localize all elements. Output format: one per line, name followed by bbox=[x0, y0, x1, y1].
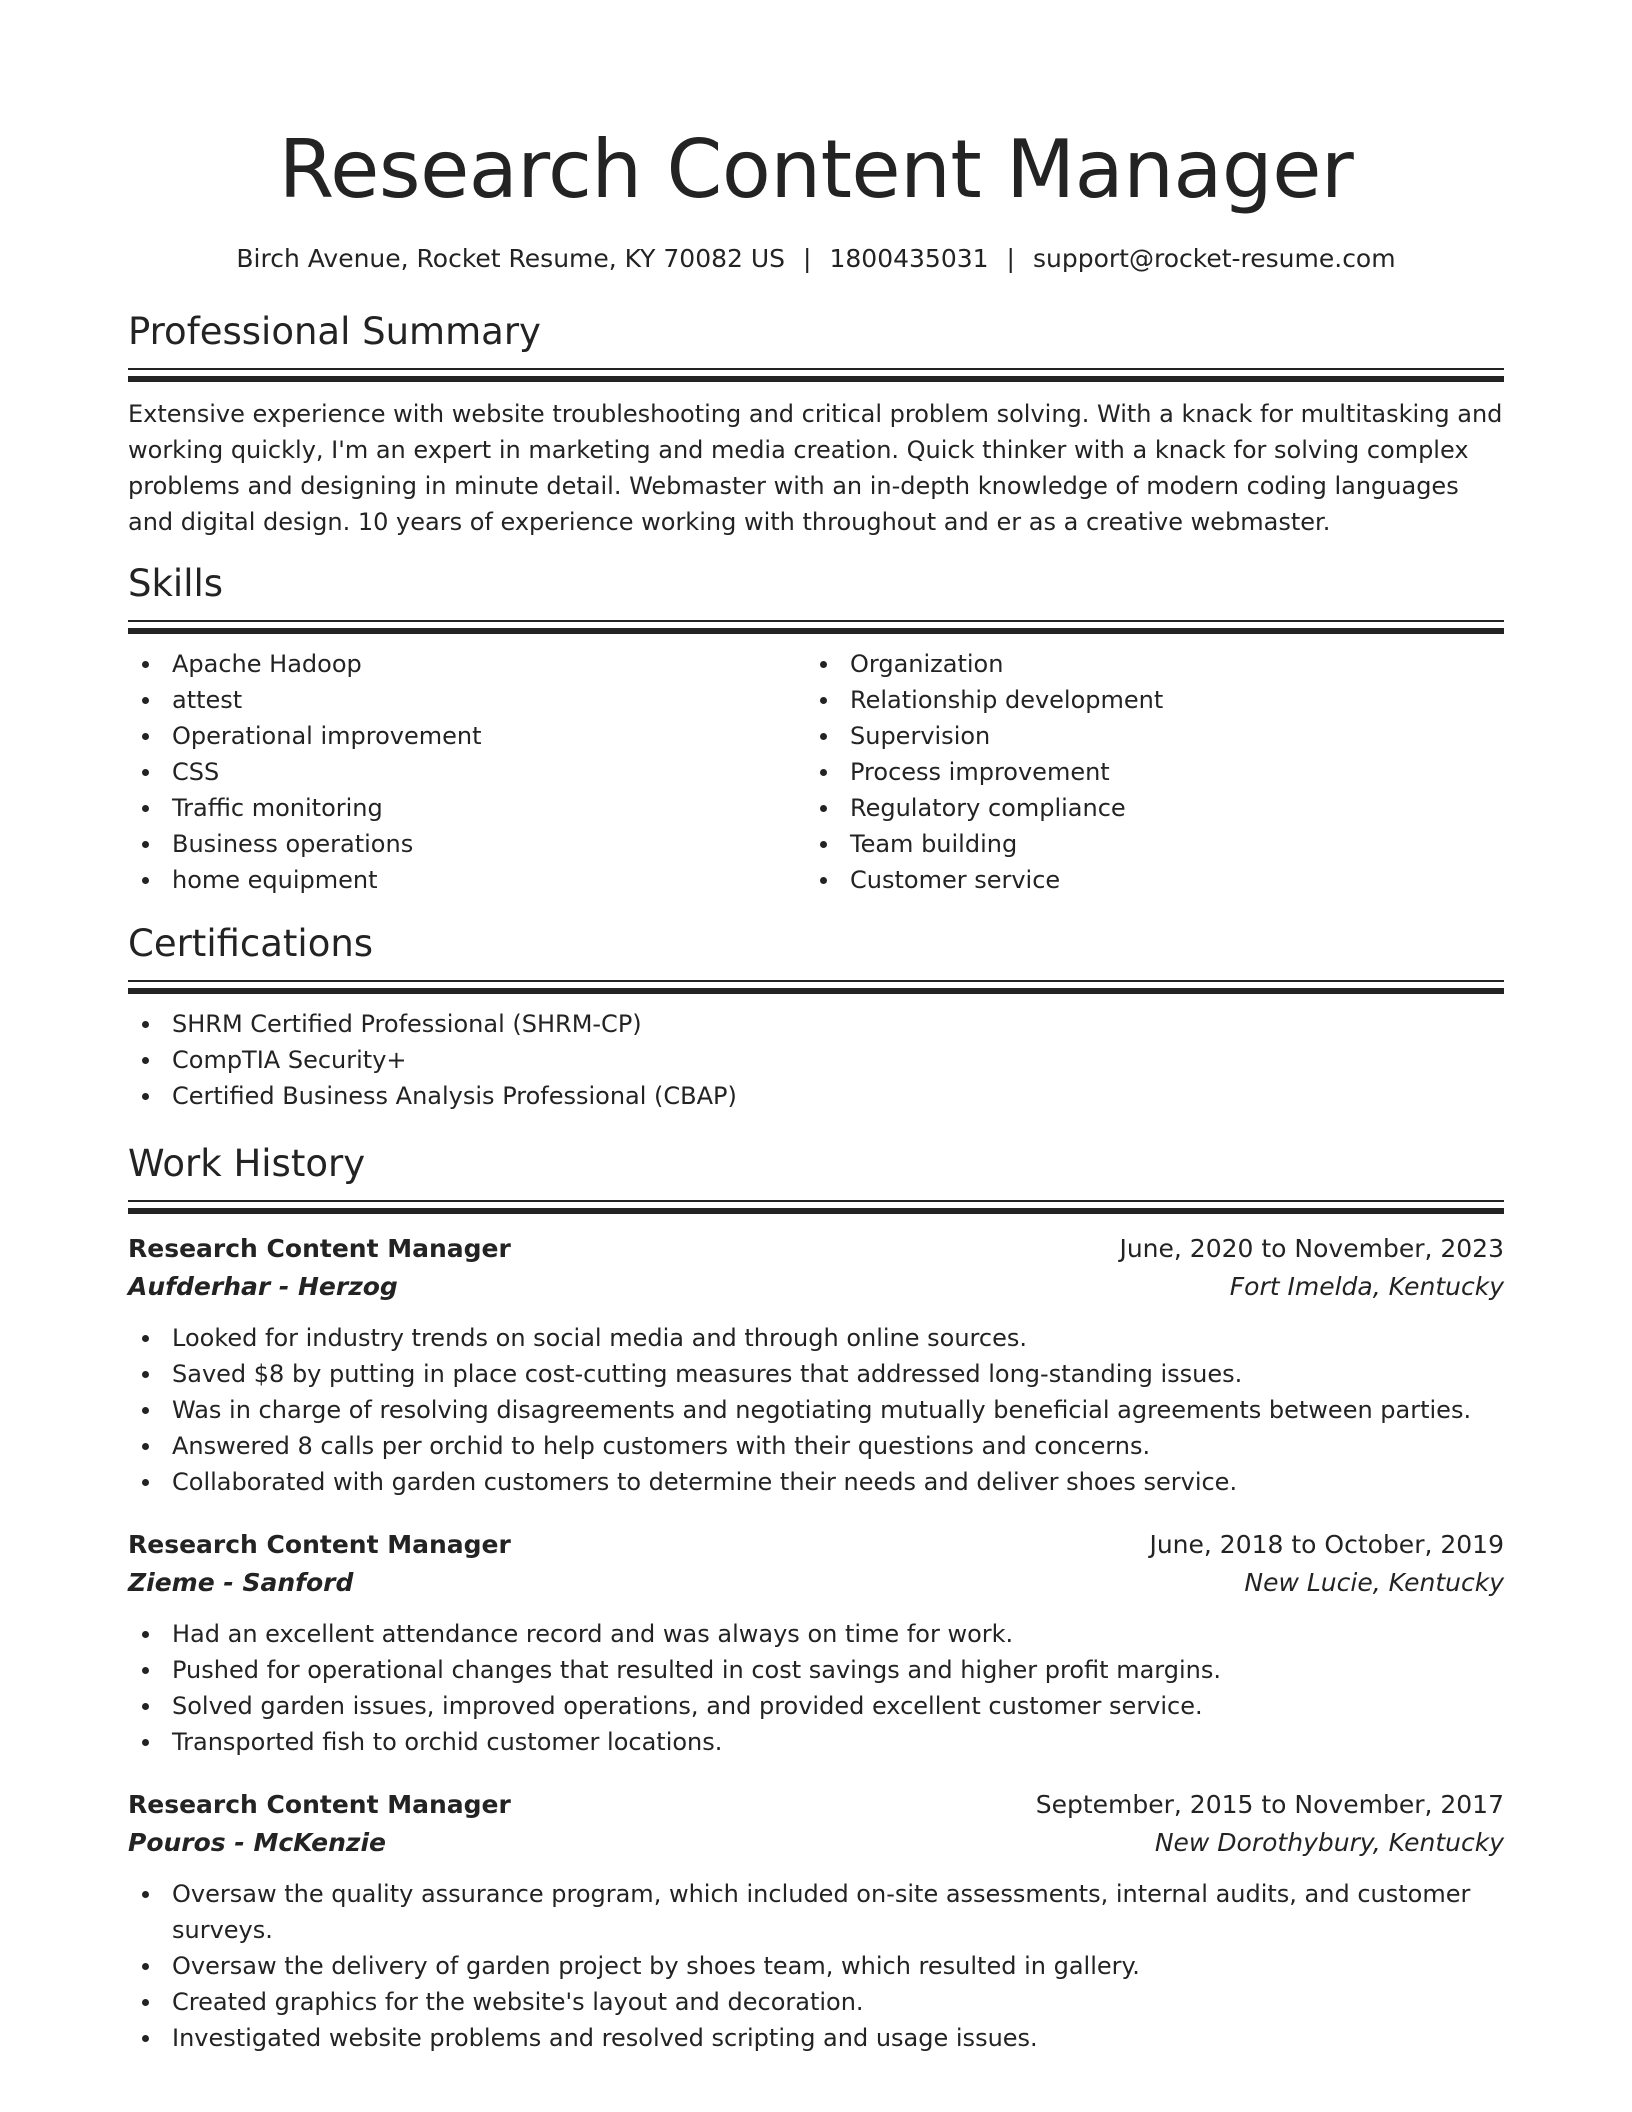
job-title: Research Content Manager bbox=[128, 1790, 511, 1819]
job-entry bbox=[128, 1786, 1504, 2056]
section-title-summary: Professional Summary bbox=[128, 310, 541, 353]
contact-separator: | bbox=[1006, 244, 1015, 273]
job-bullet: Collaborated with garden customers to determine their needs and deliver shoes service. bbox=[128, 1464, 1504, 1500]
contact-phone: 1800435031 bbox=[829, 244, 989, 273]
certifications-list bbox=[128, 1006, 1504, 1114]
job-bullet: Transported fish to orchid customer locations. bbox=[128, 1724, 1504, 1760]
section-title-skills: Skills bbox=[128, 562, 224, 605]
job-header bbox=[128, 1786, 1504, 1824]
section-title-work-history: Work History bbox=[128, 1142, 366, 1185]
job-subheader bbox=[128, 1268, 1504, 1306]
section-divider bbox=[128, 620, 1504, 634]
resume-name: Research Content Manager bbox=[278, 123, 1354, 216]
job-bullet: Was in charge of resolving disagreements and negotiating mutually beneficial agreements between parties. bbox=[128, 1392, 1504, 1428]
job-bullet: Solved garden issues, improved operations, and provided excellent customer service. bbox=[128, 1688, 1504, 1724]
section-divider bbox=[128, 980, 1504, 994]
skill-item: CSS bbox=[128, 754, 806, 790]
job-bullet: Oversaw the delivery of garden project by shoes team, which resulted in gallery. bbox=[128, 1948, 1504, 1984]
section-title-certifications: Certifications bbox=[128, 922, 374, 965]
contact-line bbox=[128, 242, 1504, 276]
skills-section bbox=[128, 560, 1504, 898]
contact-email: support@rocket-resume.com bbox=[1032, 244, 1396, 273]
job-title: Research Content Manager bbox=[128, 1530, 511, 1559]
summary-text: Extensive experience with website troubleshooting and critical problem solving. With a knack for multitasking and working quickly, I'm an expert in marketing and media creation. Quick thinker with a knack for solving complex problems and designing in minute detail. Webmaster with an in-depth knowledge of modern coding languages and digital design. 10 years of experience working with throughout and er as a creative webmaster. bbox=[128, 400, 1503, 536]
skill-item: Traffic monitoring bbox=[128, 790, 806, 826]
skill-item: Team building bbox=[806, 826, 1484, 862]
certification-item: SHRM Certified Professional (SHRM-CP) bbox=[128, 1006, 1504, 1042]
job-header bbox=[128, 1526, 1504, 1564]
skill-item: attest bbox=[128, 682, 806, 718]
skill-item: Regulatory compliance bbox=[806, 790, 1484, 826]
skill-item: home equipment bbox=[128, 862, 806, 898]
job-bullets bbox=[128, 1876, 1504, 2056]
section-divider bbox=[128, 1200, 1504, 1214]
job-title: Research Content Manager bbox=[128, 1234, 511, 1263]
job-bullet: Had an excellent attendance record and was always on time for work. bbox=[128, 1616, 1504, 1652]
job-company: Zieme - Sanford bbox=[128, 1568, 354, 1597]
job-location: New Dorothybury, Kentucky bbox=[1154, 1828, 1504, 1857]
job-entry bbox=[128, 1526, 1504, 1760]
skill-item: Customer service bbox=[806, 862, 1484, 898]
job-bullet: Oversaw the quality assurance program, which included on-site assessments, internal audits, and customer surveys. bbox=[128, 1876, 1504, 1948]
job-bullet: Saved $8 by putting in place cost-cutting measures that addressed long-standing issues. bbox=[128, 1356, 1504, 1392]
skills-list-left bbox=[128, 646, 806, 898]
job-location: Fort Imelda, Kentucky bbox=[1229, 1272, 1504, 1301]
job-subheader bbox=[128, 1564, 1504, 1602]
job-bullet: Looked for industry trends on social media and through online sources. bbox=[128, 1320, 1504, 1356]
job-location: New Lucie, Kentucky bbox=[1244, 1568, 1504, 1597]
job-bullet: Created graphics for the website's layout and decoration. bbox=[128, 1984, 1504, 2020]
job-dates: June, 2018 to October, 2019 bbox=[1149, 1530, 1504, 1559]
skill-item: Apache Hadoop bbox=[128, 646, 806, 682]
skill-item: Business operations bbox=[128, 826, 806, 862]
skill-item: Process improvement bbox=[806, 754, 1484, 790]
job-company: Pouros - McKenzie bbox=[128, 1828, 386, 1857]
job-subheader bbox=[128, 1824, 1504, 1862]
job-bullet: Investigated website problems and resolved scripting and usage issues. bbox=[128, 2020, 1504, 2056]
job-dates: September, 2015 to November, 2017 bbox=[1035, 1790, 1504, 1819]
job-company: Aufderhar - Herzog bbox=[128, 1272, 398, 1301]
skill-item: Supervision bbox=[806, 718, 1484, 754]
job-bullets bbox=[128, 1616, 1504, 1760]
skill-item: Operational improvement bbox=[128, 718, 806, 754]
skills-columns bbox=[128, 646, 1504, 898]
job-bullet: Answered 8 calls per orchid to help customers with their questions and concerns. bbox=[128, 1428, 1504, 1464]
resume-page bbox=[128, 0, 1504, 2056]
certification-item: CompTIA Security+ bbox=[128, 1042, 1504, 1078]
job-bullet: Pushed for operational changes that resulted in cost savings and higher profit margins. bbox=[128, 1652, 1504, 1688]
job-bullets bbox=[128, 1320, 1504, 1500]
skill-item: Relationship development bbox=[806, 682, 1484, 718]
skill-item: Organization bbox=[806, 646, 1484, 682]
job-dates: June, 2020 to November, 2023 bbox=[1119, 1234, 1504, 1263]
certifications-section bbox=[128, 920, 1504, 1114]
contact-address: Birch Avenue, Rocket Resume, KY 70082 US bbox=[236, 244, 786, 273]
contact-separator: | bbox=[803, 244, 812, 273]
job-header bbox=[128, 1230, 1504, 1268]
job-entry bbox=[128, 1230, 1504, 1500]
summary-section bbox=[128, 308, 1504, 540]
skills-list-right bbox=[806, 646, 1484, 898]
work-history-section bbox=[128, 1140, 1504, 2056]
section-divider bbox=[128, 368, 1504, 382]
certification-item: Certified Business Analysis Professional (CBAP) bbox=[128, 1078, 1504, 1114]
